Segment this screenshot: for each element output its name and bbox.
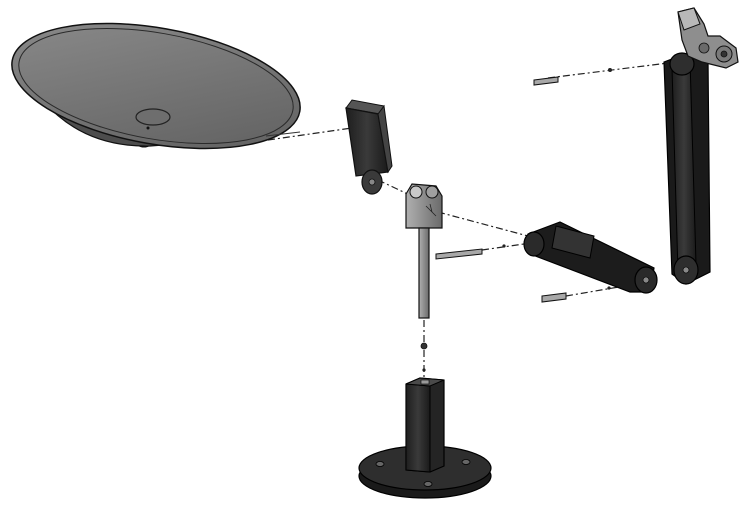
square-base-post: [406, 378, 444, 472]
reflector-dish: [2, 4, 310, 169]
explode-lines: [268, 62, 676, 382]
fork-head: [406, 184, 442, 228]
middle-pin: [436, 249, 482, 259]
dish-clamp-bracket: [346, 100, 392, 194]
explode-line-fork-lowerarm: [438, 212, 528, 236]
hardware-dots: [422, 68, 612, 372]
lower-pin: [542, 293, 566, 302]
upper-pin: [534, 77, 558, 85]
lower-arm-link: [524, 222, 657, 293]
upper-arm-link: [664, 52, 710, 284]
